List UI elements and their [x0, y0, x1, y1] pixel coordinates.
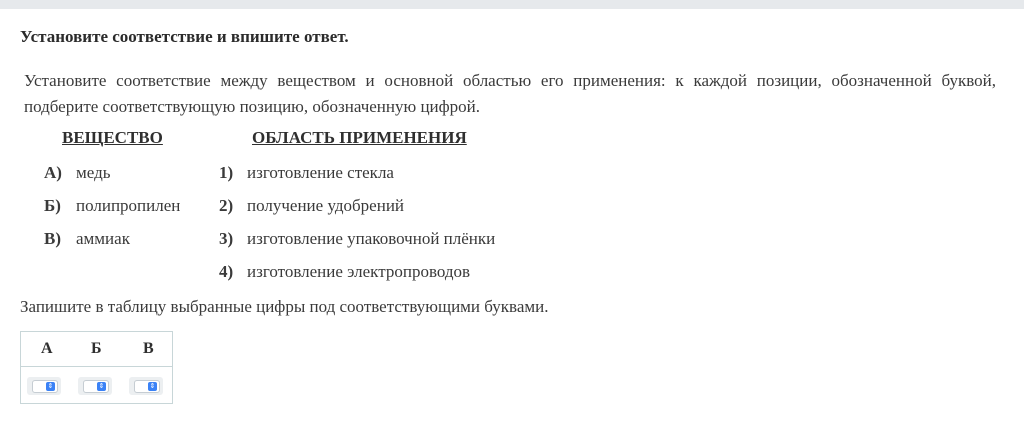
substance-text: полипропилен [76, 196, 181, 215]
answer-table-header [21, 332, 172, 367]
use-text: получение удобрений [247, 196, 405, 215]
substance-text: медь [76, 163, 111, 182]
substance-item [44, 163, 110, 183]
use-item [219, 196, 404, 216]
top-bar [0, 0, 1024, 9]
use-number: 3) [219, 229, 234, 248]
substance-column-title: ВЕЩЕСТВО [62, 128, 163, 147]
select-arrows-icon: ⇕ [47, 382, 54, 390]
use-text: изготовление упаковочной плёнки [247, 229, 496, 248]
substance-text: аммиак [76, 229, 130, 248]
use-item [219, 229, 495, 249]
use-text: изготовление электропроводов [247, 262, 471, 281]
use-text: изготовление стекла [247, 163, 394, 182]
answer-select-b[interactable] [78, 377, 112, 395]
use-item [219, 163, 394, 183]
answer-instruction: Запишите в таблицу выбранные цифры под соответствующими буквами. [20, 297, 549, 316]
use-number: 4) [219, 262, 234, 281]
answer-table [20, 331, 173, 404]
substance-item [44, 229, 130, 249]
select-arrows-icon: ⇕ [98, 382, 105, 390]
use-column-title: ОБЛАСТЬ ПРИМЕНЕНИЯ [252, 128, 467, 147]
use-item [219, 262, 470, 282]
answer-header-a: А [41, 340, 53, 357]
question-text: Установите соответствие между веществом и основной областью его применения: к каждой позиции, обозначенной буквой, подберите соответствующую позицию, обозначенную цифрой. [24, 71, 996, 116]
answer-select-v[interactable] [129, 377, 163, 395]
substance-letter: В) [44, 229, 61, 248]
use-number: 1) [219, 163, 234, 182]
substance-item [44, 196, 180, 216]
answer-select-a[interactable] [27, 377, 61, 395]
substance-letter: А) [44, 163, 62, 182]
use-number: 2) [219, 196, 234, 215]
substance-letter: Б) [44, 196, 61, 215]
answer-header-v: В [143, 340, 154, 357]
answer-header-b: Б [91, 340, 102, 357]
select-arrows-icon: ⇕ [149, 382, 156, 390]
task-heading: Установите соответствие и впишите ответ. [20, 27, 349, 46]
